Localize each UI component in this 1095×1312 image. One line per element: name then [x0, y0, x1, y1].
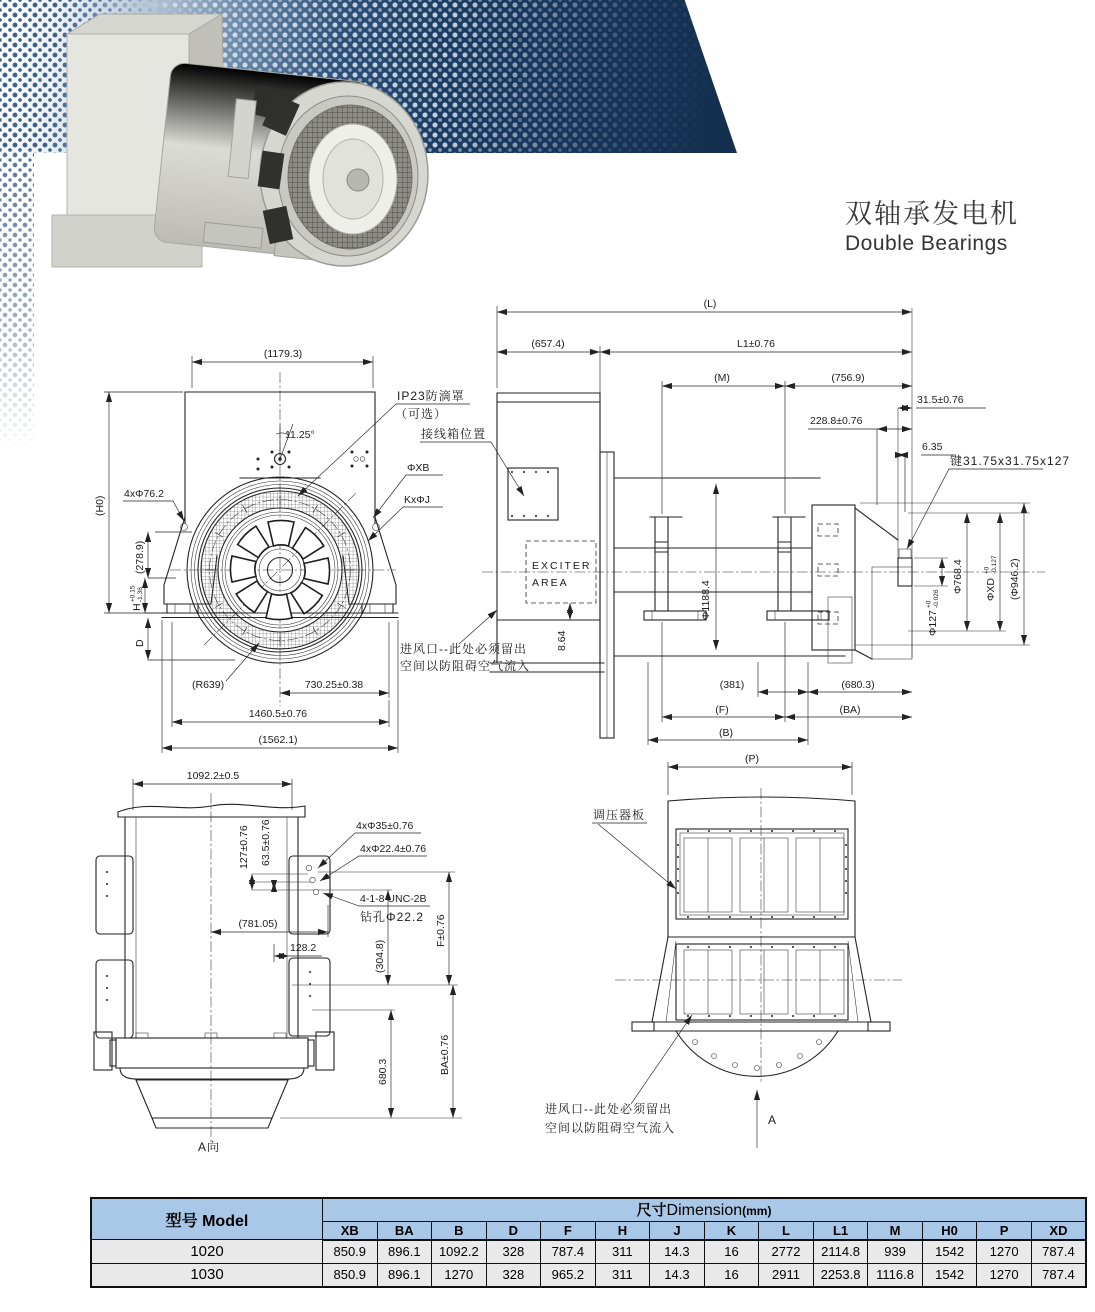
- mv-dim-680: 680.3: [377, 1058, 389, 1085]
- sv-dim-657: (657.4): [531, 338, 565, 350]
- value-cell-p: 1270: [977, 1240, 1032, 1264]
- stator-circles: [187, 477, 373, 663]
- fv-dim-730: 730.25±0.38: [304, 679, 364, 691]
- sv-dim-l1: L1±0.76: [737, 338, 775, 350]
- col-header-ba: BA: [377, 1221, 432, 1240]
- svg-text:ΦXD: ΦXD: [985, 578, 997, 601]
- sv-dim-315: 31.5±0.76: [917, 394, 964, 406]
- value-cell-xb: 850.9: [323, 1240, 378, 1264]
- sv-dia-946: (Φ946.2): [1009, 558, 1021, 600]
- rear-view: [545, 753, 902, 1148]
- sv-exciter-label-1: EXCITER: [532, 560, 592, 572]
- mv-holes-35: 4xΦ35±0.76: [356, 820, 414, 832]
- table-body: [91, 1240, 1086, 1287]
- side-view: [400, 298, 1070, 745]
- sv-dim-f: (F): [715, 704, 729, 716]
- model-cell: 1030: [91, 1263, 323, 1287]
- fv-dia-xb: ΦXB: [407, 462, 430, 474]
- svg-text:+0: +0: [925, 600, 933, 608]
- value-cell-h0: 1542: [922, 1263, 977, 1287]
- svg-text:-0.026: -0.026: [933, 589, 940, 608]
- col-header-xb: XB: [323, 1221, 378, 1240]
- value-cell-l: 2772: [759, 1240, 814, 1264]
- mv-dim-63: 63.5±0.76: [260, 819, 272, 866]
- fv-junction-box-label: 接线箱位置: [421, 427, 487, 441]
- mv-dim-304: (304.8): [374, 939, 386, 973]
- sv-key-label: 键31.75x31.75x127: [950, 454, 1071, 468]
- value-cell-b: 1092.2: [432, 1240, 487, 1264]
- col-header-f: F: [541, 1221, 596, 1240]
- upper-louver-panel: [676, 829, 848, 919]
- value-cell-ba: 896.1: [377, 1240, 432, 1264]
- fv-dim-278: (278.9): [134, 540, 146, 574]
- value-cell-h: 311: [595, 1240, 650, 1264]
- fv-corner-holes: 4xΦ76.2: [124, 488, 164, 500]
- sv-dim-b: (B): [719, 727, 733, 739]
- fv-ip23-label-2: （可选）: [395, 407, 448, 421]
- value-cell-p: 1270: [977, 1263, 1032, 1287]
- col-header-xd: XD: [1031, 1221, 1086, 1240]
- col-header-d: D: [486, 1221, 541, 1240]
- value-cell-xb: 850.9: [323, 1263, 378, 1287]
- svg-text:H: H: [131, 603, 143, 611]
- model-cell: 1020: [91, 1240, 323, 1264]
- sv-dim-228: 228.8±0.76: [810, 415, 863, 427]
- fv-ip23-label-1: IP23防滴罩: [397, 389, 465, 403]
- value-cell-j: 14.3: [650, 1263, 705, 1287]
- title-chinese: 双轴承发电机: [845, 199, 1019, 229]
- sv-air-note-2: 空间以防阻碍空气流入: [400, 659, 531, 673]
- fan-shroud: [110, 1033, 314, 1128]
- arc-bolts: [693, 1040, 822, 1071]
- mounting-view: [94, 770, 462, 1154]
- value-cell-xd: 787.4: [1031, 1263, 1086, 1287]
- sv-dia-768: Φ768.4: [952, 559, 964, 594]
- mv-dim-ba: BA±0.76: [439, 1034, 451, 1075]
- fv-r639: (R639): [192, 679, 225, 691]
- col-header-h: H: [595, 1221, 650, 1240]
- mv-dim-f: F±0.76: [435, 914, 447, 947]
- svg-text:+0: +0: [983, 566, 991, 574]
- value-cell-d: 328: [486, 1240, 541, 1264]
- col-header-l: L: [759, 1221, 814, 1240]
- mv-dim-127: 127±0.76: [238, 825, 250, 869]
- shipping-pedestals: [644, 517, 829, 620]
- sv-dim-m: (M): [714, 372, 730, 384]
- rv-regulator-label: 调压器板: [593, 808, 646, 822]
- col-header-j: J: [650, 1221, 705, 1240]
- value-cell-f: 965.2: [541, 1263, 596, 1287]
- bearing-end: [812, 505, 912, 663]
- table-row-1030: [91, 1263, 1086, 1287]
- dimension-header: [323, 1198, 1087, 1221]
- value-cell-l: 2911: [759, 1263, 814, 1287]
- value-cell-h0: 1542: [922, 1240, 977, 1264]
- rotor-spokes: [230, 520, 329, 619]
- sv-dim-680: (680.3): [841, 679, 875, 691]
- value-cell-d: 328: [486, 1263, 541, 1287]
- value-cell-k: 16: [704, 1240, 759, 1264]
- value-cell-l1: 2114.8: [813, 1240, 868, 1264]
- sv-dim-ba: (BA): [839, 704, 861, 716]
- sv-dim-635: 6.35: [922, 441, 943, 453]
- mv-unc-label: 4-1-8 UNC-2B: [360, 893, 427, 905]
- sv-dia-xd: [984, 555, 999, 601]
- fv-dim-top-width: (1179.3): [263, 348, 303, 360]
- sv-dim-381: (381): [719, 679, 745, 691]
- sv-dia-127: [926, 589, 941, 636]
- top-terminal-marks: [257, 451, 369, 471]
- fv-k-holes: KxΦJ: [404, 494, 430, 506]
- value-cell-f: 787.4: [541, 1240, 596, 1264]
- svg-text:+0.15: +0.15: [129, 585, 137, 602]
- value-cell-k: 16: [704, 1263, 759, 1287]
- dimension-header-en: Dimension: [666, 1202, 743, 1220]
- sv-dia-1188: Φ1188.4: [700, 580, 712, 620]
- fv-dim-h-tol: [130, 585, 145, 611]
- fv-dim-d: D: [134, 639, 146, 647]
- front-view: [94, 348, 524, 753]
- dimension-header-zh: 尺寸: [636, 1202, 667, 1220]
- value-cell-b: 1270: [432, 1263, 487, 1287]
- table-row-1020: [91, 1240, 1086, 1264]
- lower-louver-panel: [676, 944, 848, 1020]
- svg-text:-0.127: -0.127: [991, 555, 998, 574]
- dimension-table: [90, 1197, 1087, 1288]
- value-cell-ba: 896.1: [377, 1263, 432, 1287]
- col-header-p: P: [977, 1221, 1032, 1240]
- svg-text:Φ127: Φ127: [927, 610, 939, 636]
- value-cell-h: 311: [595, 1263, 650, 1287]
- fv-dim-1460: 1460.5±0.76: [248, 708, 308, 720]
- mv-dim-128: 128.2: [290, 942, 317, 954]
- sv-dim-l: (L): [703, 298, 717, 310]
- mv-dim-781: (781.05): [238, 918, 278, 930]
- value-cell-m: 939: [868, 1240, 923, 1264]
- model-column-header: 型号 Model: [91, 1198, 323, 1240]
- value-cell-j: 14.3: [650, 1240, 705, 1264]
- rv-air-note-2: 空间以防阻碍空气流入: [545, 1121, 676, 1135]
- sv-dim-864: 8.64: [556, 630, 568, 651]
- value-cell-m: 1116.8: [868, 1263, 923, 1287]
- col-header-h0: H0: [922, 1221, 977, 1240]
- svg-text:-1.36: -1.36: [137, 587, 144, 602]
- col-header-l1: L1: [813, 1221, 868, 1240]
- mv-dim-1092: 1092.2±0.5: [186, 770, 240, 782]
- mv-drill-label: 钻孔Φ22.2: [360, 910, 424, 924]
- sv-air-note-1: 进风口--此处必须留出: [400, 642, 527, 656]
- dimension-header-unit: (mm): [742, 1204, 772, 1219]
- mv-holes-224: 4xΦ22.4±0.76: [360, 843, 427, 855]
- col-header-b: B: [432, 1221, 487, 1240]
- fv-dim-h0: (H0): [94, 495, 106, 516]
- rv-arrow-label: A: [768, 1113, 778, 1127]
- title-english: Double Bearings: [845, 232, 1008, 255]
- col-header-m: M: [868, 1221, 923, 1240]
- col-header-k: K: [704, 1221, 759, 1240]
- value-cell-xd: 787.4: [1031, 1240, 1086, 1264]
- sv-dim-756: (756.9): [831, 372, 865, 384]
- value-cell-l1: 2253.8: [813, 1263, 868, 1287]
- fv-dim-1562: (1562.1): [258, 734, 298, 746]
- mv-view-label: A向: [198, 1140, 221, 1154]
- rv-dim-p: (P): [745, 753, 759, 765]
- fv-angle: 11.25°: [285, 429, 315, 441]
- rv-air-note-1: 进风口--此处必须留出: [545, 1102, 672, 1116]
- sv-exciter-label-2: AREA: [532, 577, 569, 589]
